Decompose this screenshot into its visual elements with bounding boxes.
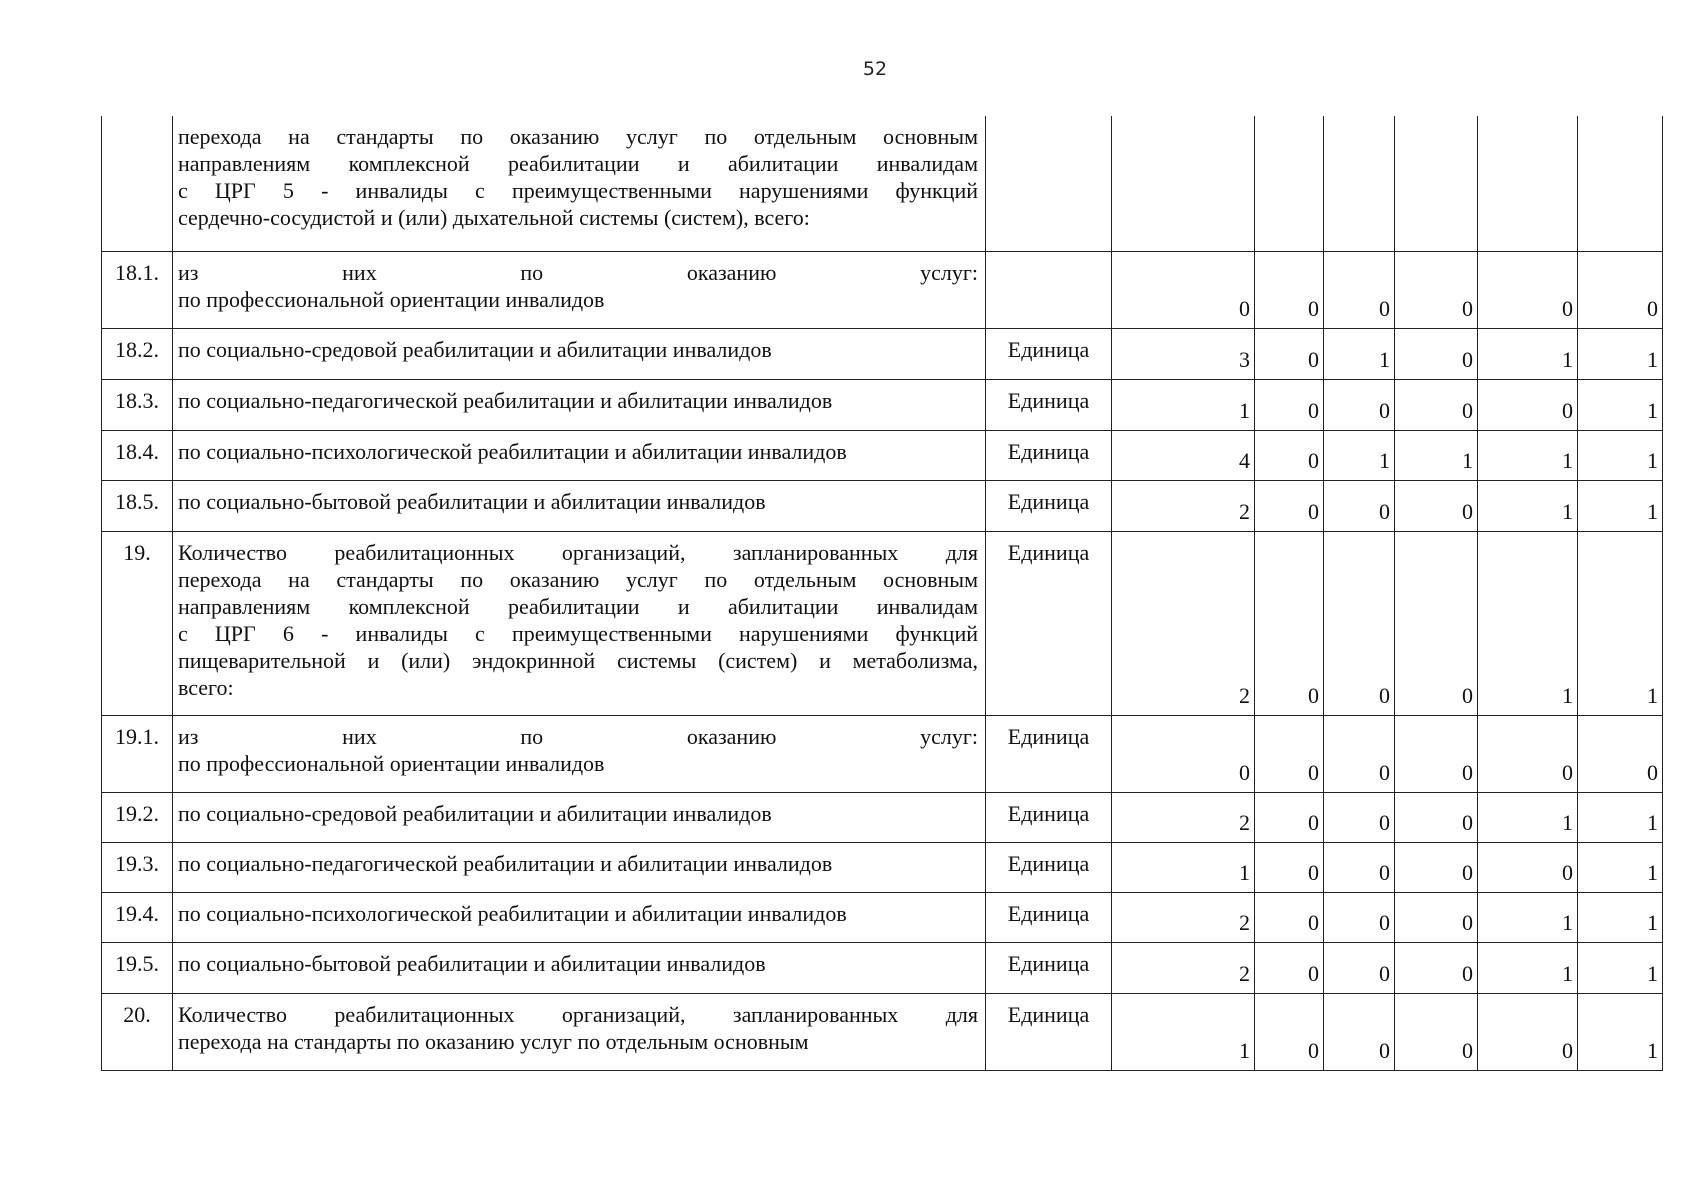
value-cell: 0 [1395, 328, 1478, 379]
value-cell [1395, 116, 1478, 251]
description-line: всего: [178, 674, 234, 700]
table-row [102, 116, 1663, 251]
value-cell: 0 [1395, 480, 1478, 531]
indicators-table [101, 116, 1663, 1071]
value-cell: 0 [1324, 480, 1395, 531]
description-line: по социально-педагогической реабилитации и абилитации инвалидов [178, 387, 833, 413]
value-cell: 0 [1255, 251, 1324, 328]
value-cell: 0 [1395, 531, 1478, 715]
value-cell: 0 [1324, 251, 1395, 328]
value-cell: 0 [1395, 251, 1478, 328]
description-line: с ЦРГ 5 - инвалиды с преимущественными нарушениями функций [178, 178, 978, 203]
unit-cell: Единица [986, 792, 1112, 842]
row-number: 19.3. [102, 842, 173, 892]
value-cell: 2 [1112, 792, 1255, 842]
row-number: 19. [102, 531, 173, 715]
value-cell: 0 [1478, 993, 1578, 1070]
description-line: перехода на стандарты по оказанию услуг по отдельным основным [178, 566, 978, 592]
value-cell: 1 [1478, 792, 1578, 842]
description-line: по профессиональной ориентации инвалидов [178, 750, 605, 776]
unit-cell: Единица [986, 942, 1112, 993]
row-number: 18.2. [102, 328, 173, 379]
value-cell: 0 [1112, 715, 1255, 792]
value-cell: 1 [1478, 531, 1578, 715]
value-cell: 1 [1578, 480, 1663, 531]
row-description [173, 792, 986, 842]
page-number: 52 [862, 58, 888, 80]
value-cell: 0 [1324, 892, 1395, 942]
row-description [173, 942, 986, 993]
description-line: по социально-средовой реабилитации и абилитации инвалидов [178, 800, 772, 826]
value-cell: 2 [1112, 942, 1255, 993]
table-row [102, 993, 1663, 1070]
value-cell: 0 [1324, 531, 1395, 715]
description-line: из них по оказанию услуг: [178, 259, 978, 285]
description-line: из них по оказанию услуг: [178, 723, 978, 749]
table-row [102, 430, 1663, 480]
value-cell: 1 [1578, 792, 1663, 842]
value-cell: 1 [1578, 993, 1663, 1070]
unit-cell: Единица [986, 715, 1112, 792]
value-cell: 0 [1255, 942, 1324, 993]
value-cell: 0 [1478, 715, 1578, 792]
row-description [173, 892, 986, 942]
value-cell: 4 [1112, 430, 1255, 480]
table-row [102, 328, 1663, 379]
unit-cell: Единица [986, 842, 1112, 892]
row-description [173, 993, 986, 1070]
row-description [173, 379, 986, 430]
row-number: 18.4. [102, 430, 173, 480]
description-line: по социально-психологической реабилитации и абилитации инвалидов [178, 900, 847, 926]
description-line: направлениям комплексной реабилитации и абилитации инвалидам [178, 593, 978, 619]
row-description [173, 430, 986, 480]
unit-cell [986, 116, 1112, 251]
value-cell: 1 [1112, 379, 1255, 430]
row-description [173, 531, 986, 715]
value-cell: 0 [1255, 328, 1324, 379]
table-row [102, 715, 1663, 792]
value-cell: 1 [1324, 430, 1395, 480]
table-row [102, 942, 1663, 993]
value-cell: 0 [1324, 942, 1395, 993]
value-cell [1578, 116, 1663, 251]
row-description [173, 715, 986, 792]
row-number: 19.4. [102, 892, 173, 942]
value-cell [1324, 116, 1395, 251]
value-cell: 0 [1395, 842, 1478, 892]
value-cell: 1 [1324, 328, 1395, 379]
value-cell: 1 [1112, 842, 1255, 892]
value-cell: 0 [1255, 430, 1324, 480]
value-cell: 1 [1578, 842, 1663, 892]
unit-cell: Единица [986, 993, 1112, 1070]
value-cell: 3 [1112, 328, 1255, 379]
unit-cell: Единица [986, 430, 1112, 480]
value-cell: 0 [1478, 842, 1578, 892]
description-line: с ЦРГ 6 - инвалиды с преимущественными нарушениями функций [178, 620, 978, 646]
table-row [102, 251, 1663, 328]
value-cell: 0 [1478, 379, 1578, 430]
table-row [102, 792, 1663, 842]
row-number: 18.3. [102, 379, 173, 430]
value-cell: 2 [1112, 892, 1255, 942]
unit-cell: Единица [986, 480, 1112, 531]
value-cell: 0 [1112, 251, 1255, 328]
value-cell: 0 [1255, 480, 1324, 531]
description-line: направлениям комплексной реабилитации и абилитации инвалидам [178, 151, 978, 176]
row-description [173, 251, 986, 328]
description-line: по социально-психологической реабилитации и абилитации инвалидов [178, 438, 847, 464]
value-cell: 0 [1578, 251, 1663, 328]
value-cell: 1 [1478, 942, 1578, 993]
row-description [173, 480, 986, 531]
description-line: по профессиональной ориентации инвалидов [178, 286, 605, 312]
unit-cell: Единица [986, 328, 1112, 379]
unit-cell: Единица [986, 379, 1112, 430]
value-cell: 0 [1255, 792, 1324, 842]
value-cell: 0 [1255, 892, 1324, 942]
description-line: по социально-бытовой реабилитации и абилитации инвалидов [178, 950, 766, 976]
description-line: перехода на стандарты по оказанию услуг по отдельным основным [178, 124, 978, 149]
value-cell [1112, 116, 1255, 251]
value-cell: 2 [1112, 480, 1255, 531]
value-cell: 0 [1395, 942, 1478, 993]
row-number: 19.5. [102, 942, 173, 993]
value-cell: 0 [1324, 715, 1395, 792]
value-cell: 0 [1324, 792, 1395, 842]
row-description [173, 842, 986, 892]
row-number: 20. [102, 993, 173, 1070]
value-cell: 1 [1578, 531, 1663, 715]
value-cell: 1 [1112, 993, 1255, 1070]
value-cell: 0 [1255, 993, 1324, 1070]
value-cell: 1 [1478, 328, 1578, 379]
value-cell: 0 [1395, 993, 1478, 1070]
value-cell: 1 [1478, 430, 1578, 480]
row-description [173, 116, 986, 251]
value-cell: 0 [1395, 379, 1478, 430]
value-cell: 0 [1255, 379, 1324, 430]
value-cell [1478, 116, 1578, 251]
table-row [102, 842, 1663, 892]
row-number: 19.1. [102, 715, 173, 792]
row-number: 19.2. [102, 792, 173, 842]
unit-cell: Единица [986, 892, 1112, 942]
value-cell: 0 [1324, 993, 1395, 1070]
description-line: Количество реабилитационных организаций, запланированных для [178, 539, 978, 565]
table-row [102, 480, 1663, 531]
value-cell: 0 [1395, 715, 1478, 792]
row-description [173, 328, 986, 379]
value-cell: 0 [1395, 792, 1478, 842]
value-cell [1255, 116, 1324, 251]
value-cell: 1 [1578, 430, 1663, 480]
value-cell: 1 [1478, 892, 1578, 942]
value-cell: 0 [1395, 892, 1478, 942]
table-row [102, 531, 1663, 715]
description-line: пищеварительной и (или) эндокринной системы (систем) и метаболизма, [178, 647, 978, 673]
description-line: по социально-бытовой реабилитации и абилитации инвалидов [178, 488, 766, 514]
row-number [102, 116, 173, 251]
value-cell: 1 [1578, 892, 1663, 942]
value-cell: 1 [1578, 942, 1663, 993]
description-line: Количество реабилитационных организаций, запланированных для [178, 1001, 978, 1027]
table-row [102, 379, 1663, 430]
value-cell: 0 [1255, 531, 1324, 715]
description-line: перехода на стандарты по оказанию услуг по отдельным основным [178, 1028, 809, 1054]
value-cell: 1 [1578, 328, 1663, 379]
description-line: по социально-педагогической реабилитации и абилитации инвалидов [178, 850, 833, 876]
value-cell: 0 [1478, 251, 1578, 328]
table-row [102, 892, 1663, 942]
value-cell: 1 [1478, 480, 1578, 531]
description-line: по социально-средовой реабилитации и абилитации инвалидов [178, 336, 772, 362]
value-cell: 0 [1324, 842, 1395, 892]
value-cell: 1 [1395, 430, 1478, 480]
value-cell: 2 [1112, 531, 1255, 715]
row-number: 18.1. [102, 251, 173, 328]
unit-cell [986, 251, 1112, 328]
table-body [102, 116, 1663, 1070]
description-line: сердечно-сосудистой и (или) дыхательной системы (систем), всего: [178, 205, 810, 230]
value-cell: 0 [1578, 715, 1663, 792]
value-cell: 0 [1255, 715, 1324, 792]
value-cell: 1 [1578, 379, 1663, 430]
row-number: 18.5. [102, 480, 173, 531]
value-cell: 0 [1255, 842, 1324, 892]
value-cell: 0 [1324, 379, 1395, 430]
unit-cell: Единица [986, 531, 1112, 715]
